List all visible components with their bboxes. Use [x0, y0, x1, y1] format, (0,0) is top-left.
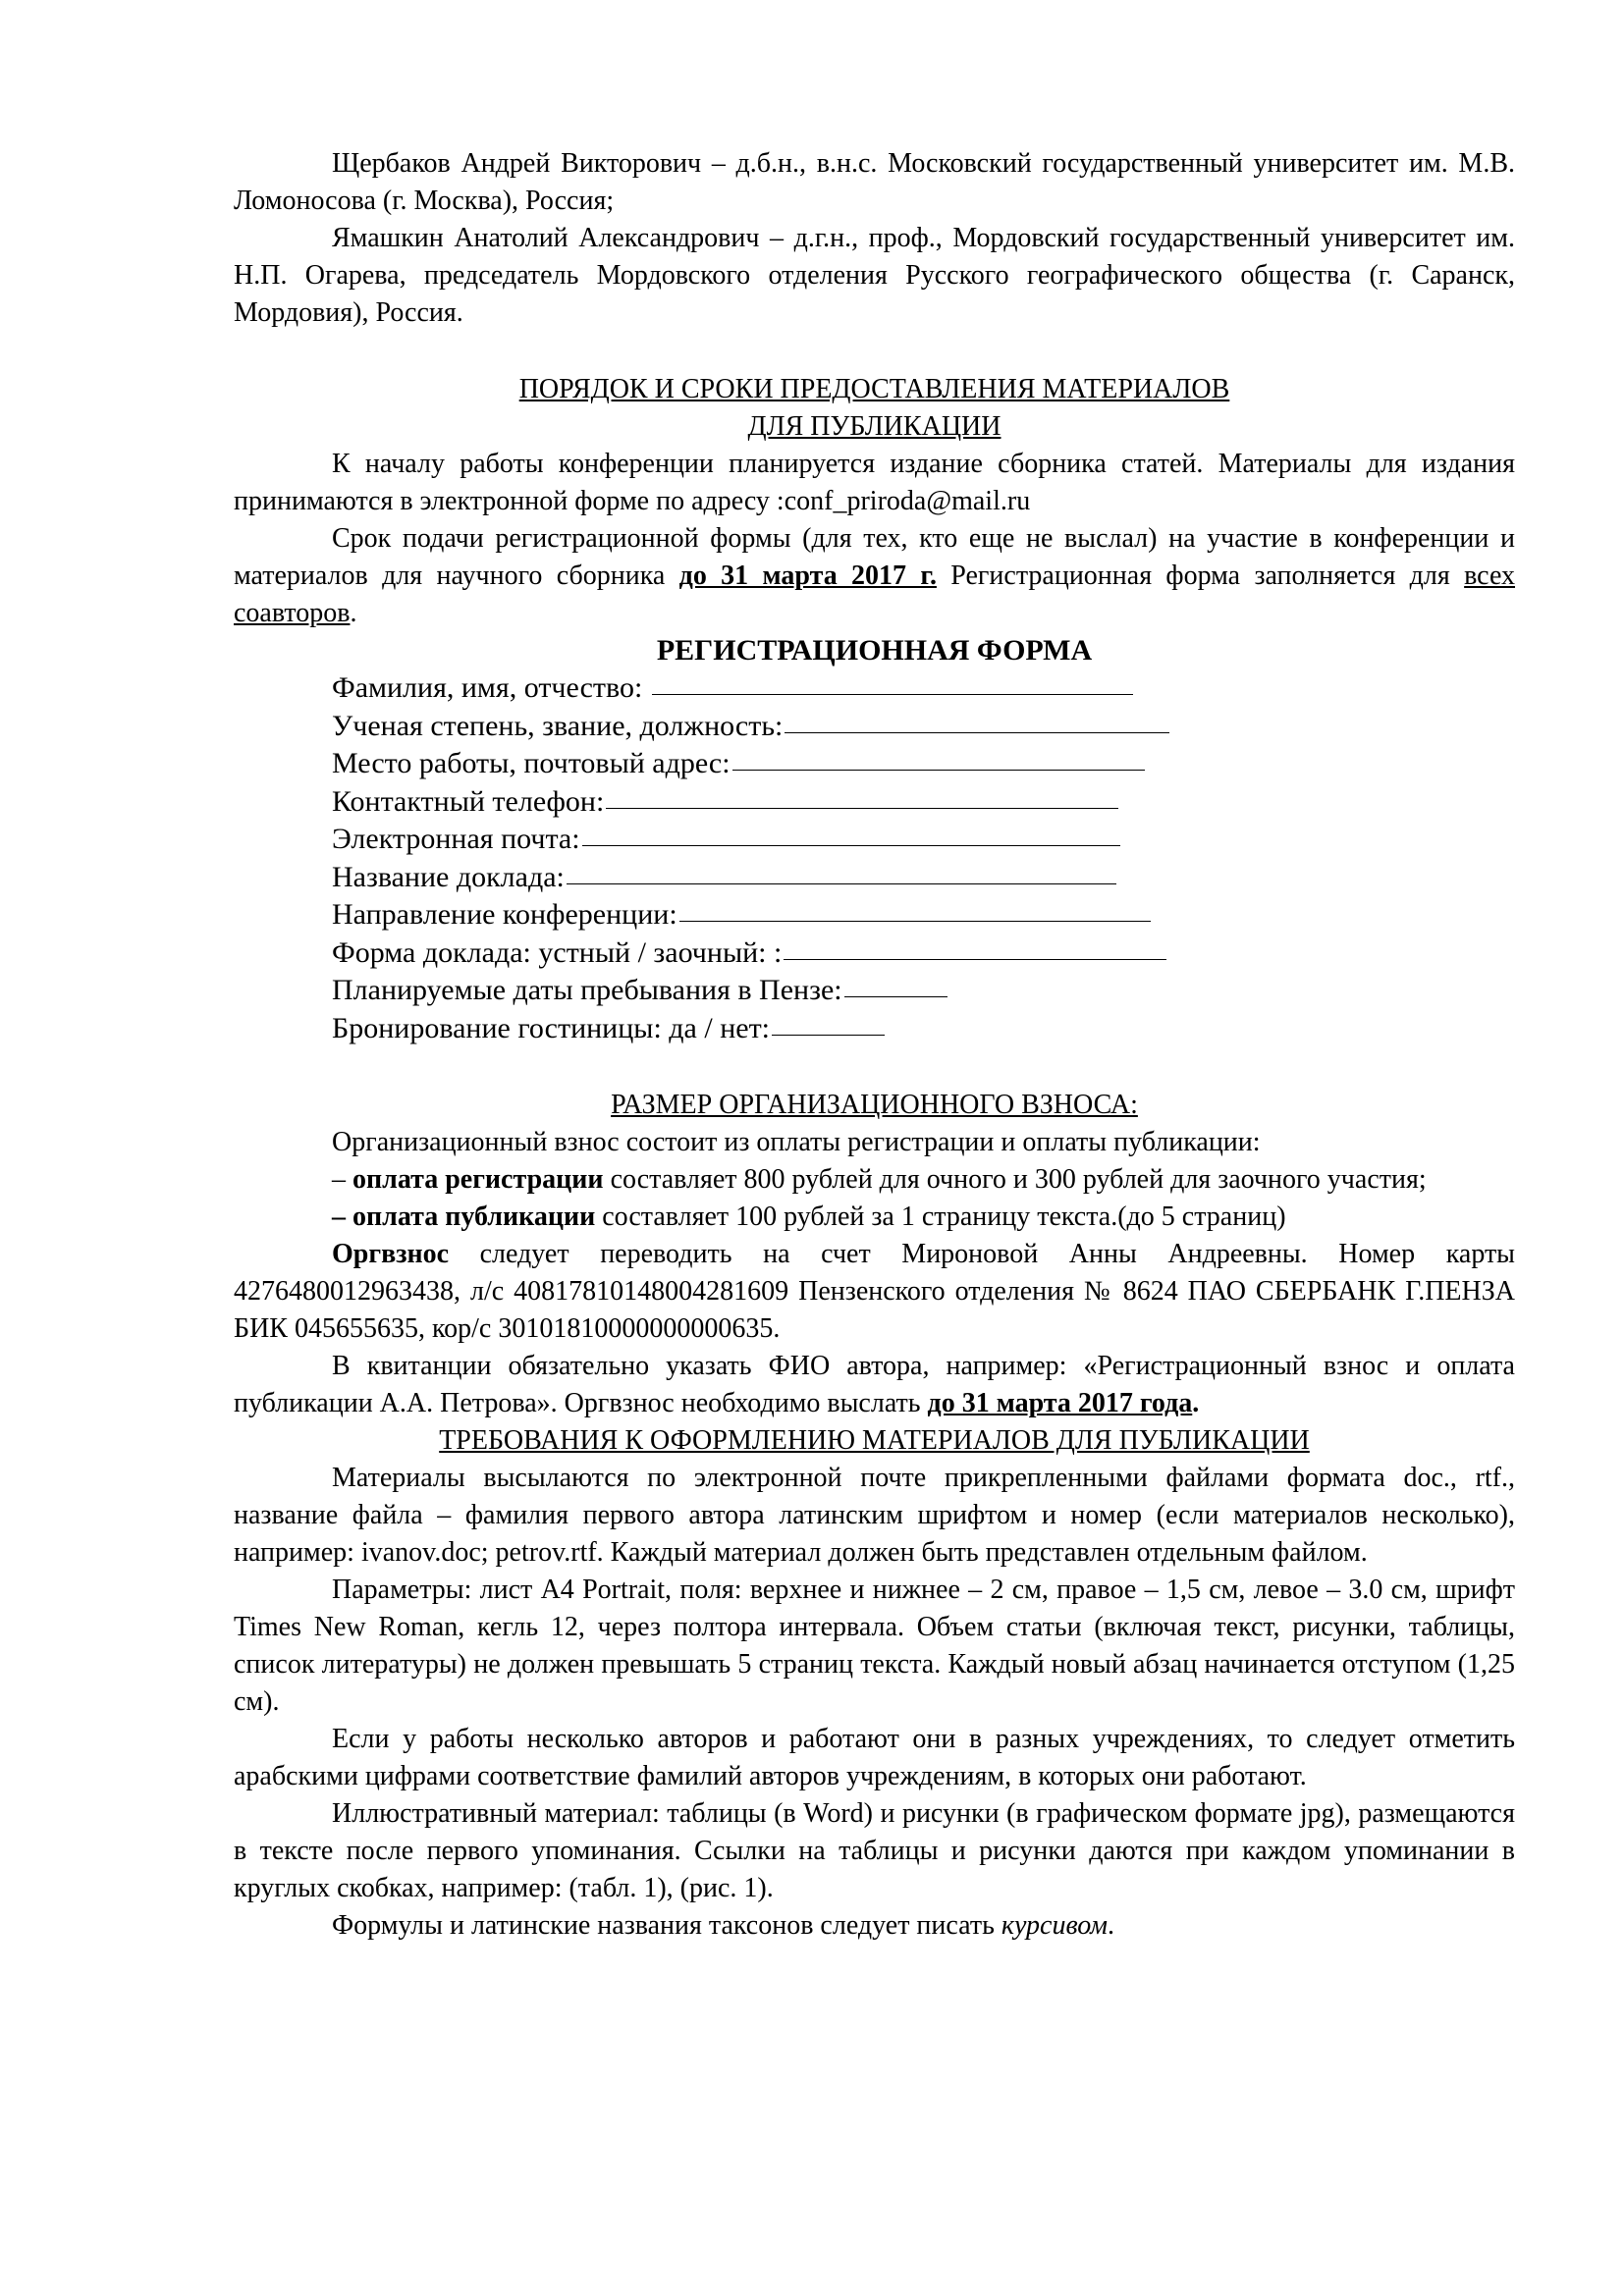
submission-p2-mid: Регистрационная форма заполняется для: [936, 561, 1465, 591]
form-field-blank: [582, 845, 1120, 846]
submission-p2-start: Срок подачи регистрационной формы (для тех, кто еще не выслал) на участие в конференции и материалов для научного сборника: [234, 523, 1515, 591]
requirements-italic-word: курсивом: [1001, 1910, 1109, 1941]
form-field-workplace: [332, 745, 1515, 783]
form-field-label: Название доклада:: [332, 860, 565, 893]
requirements-heading: ТРЕБОВАНИЯ К ОФОРМЛЕНИЮ МАТЕРИАЛОВ ДЛЯ ПУБЛИКАЦИИ: [439, 1425, 1310, 1456]
form-field-label: Контактный телефон:: [332, 784, 605, 818]
form-field-stay-dates: [332, 972, 1515, 1010]
form-field-label: Фамилия, имя, отчество:: [332, 671, 650, 704]
submission-p2-end: .: [350, 598, 357, 628]
form-field-blank: [652, 694, 1133, 695]
fee-intro: Организационный взнос состоит из оплаты регистрации и оплаты публикации:: [332, 1127, 1261, 1157]
form-field-label: Электронная почта:: [332, 823, 580, 855]
form-field-blank: [679, 921, 1151, 922]
form-field-report-title: [332, 859, 1515, 897]
form-field-label: Бронирование гостиницы: да / нет:: [332, 1011, 771, 1044]
requirements-file-format: Материалы высылаются по электронной почте прикрепленными файлами формата doc., rtf., название файла – фамилия первого автора латинским шрифтом и номер (если материалов несколько), например: ivanov.doc; petrov.rtf. Каждый материал должен быть представлен отдельным файлом.: [234, 1463, 1515, 1568]
form-field-label: Ученая степень, звание, должность:: [332, 709, 784, 742]
fee-reg-dash: –: [332, 1164, 352, 1195]
requirements-formulas-end: .: [1108, 1910, 1115, 1941]
requirements-illustrations: Иллюстративный материал: таблицы (в Word) и рисунки (в графическом формате jpg), размещаются в тексте после первого упоминания. Ссылки на таблицы и рисунки даются при каждом упоминании в круглых скобках, например: (табл. 1), (рис. 1).: [234, 1798, 1515, 1903]
form-field-phone: [332, 783, 1515, 822]
submission-paragraph-1: К началу работы конференции планируется издание сборника статей. Материалы для издания принимаются в электронной форме по адресу :conf_priroda@mail.ru: [234, 449, 1515, 516]
fee-registration: [234, 1161, 1515, 1199]
fee-reg-text: составляет 800 рублей для очного и 300 рублей для заочного участия;: [603, 1164, 1427, 1195]
form-field-blank: [567, 883, 1116, 884]
registration-form-title: РЕГИСТРАЦИОННАЯ ФОРМА: [656, 634, 1093, 667]
form-field-blank: [772, 1035, 885, 1036]
document-page: [234, 145, 1515, 1945]
requirements-formulas: [234, 1907, 1515, 1945]
fee-pub-label: – оплата публикации: [332, 1201, 596, 1232]
fee-heading: РАЗМЕР ОРГАНИЗАЦИОННОГО ВЗНОСА:: [611, 1090, 1138, 1120]
fee-receipt-note: [234, 1348, 1515, 1422]
fee-transfer-text: следует переводить на счет Мироновой Анны Андреевны. Номер карты 4276480012963438, л/с 40817810148004281609 Пензенского отделения № 8624 ПАО СБЕРБАНК Г.ПЕНЗА БИК 045655635, кор/с 30101810000000000635.: [234, 1239, 1515, 1344]
form-field-label: Планируемые даты пребывания в Пензе:: [332, 974, 842, 1006]
form-field-label: Место работы, почтовый адрес:: [332, 747, 731, 779]
submission-deadline: до 31 марта 2017 г.: [678, 561, 937, 591]
fee-receipt-text: В квитанции обязательно указать ФИО автора, например: «Регистрационный взнос и оплата публикации А.А. Петрова». Оргвзнос необходимо выслать: [234, 1351, 1515, 1418]
submission-paragraph-2: [234, 520, 1515, 632]
form-field-blank: [606, 808, 1118, 809]
committee-member-scherbakov: Щербаков Андрей Викторович – д.б.н., в.н.с. Московский государственный университет им. М.В. Ломоносова (г. Москва), Россия;: [234, 148, 1515, 216]
form-field-report-format: [332, 934, 1515, 973]
committee-member-yamashkin: Ямашкин Анатолий Александрович – д.г.н., проф., Мордовский государственный университет им. Н.П. Огарева, председатель Мордовского отделения Русского географического общества (г. Саранск, Мордовия), Россия.: [234, 223, 1515, 328]
requirements-formulas-text: Формулы и латинские названия таксонов следует писать: [332, 1910, 1001, 1941]
fee-transfer-label: Оргвзнос: [332, 1239, 449, 1269]
form-field-label: Направление конференции:: [332, 898, 677, 931]
submission-heading-line2: ДЛЯ ПУБЛИКАЦИИ: [747, 411, 1001, 442]
submission-all-coauthors: всех соавторов: [234, 561, 1516, 628]
requirements-multiple-authors: Если у работы несколько авторов и работают они в разных учреждениях, то следует отметить арабскими цифрами соответствие фамилий авторов учреждениям, в которых они работают.: [234, 1724, 1515, 1791]
form-field-hotel: [332, 1010, 1515, 1048]
form-field-full-name: [332, 669, 1515, 708]
form-field-label: Форма доклада: устный / заочный: :: [332, 935, 783, 969]
form-field-blank: [844, 996, 947, 997]
fee-transfer-details: [234, 1236, 1515, 1348]
form-field-blank: [784, 959, 1166, 960]
form-field-email: [332, 821, 1515, 859]
form-field-conference-track: [332, 896, 1515, 934]
form-field-blank: [732, 770, 1145, 771]
fee-pub-text: составляет 100 рублей за 1 страницу текста.(до 5 страниц): [595, 1201, 1286, 1232]
submission-heading-line1: ПОРЯДОК И СРОКИ ПРЕДОСТАВЛЕНИЯ МАТЕРИАЛОВ: [518, 374, 1230, 404]
form-field-degree: [332, 708, 1515, 746]
fee-reg-label: оплата регистрации: [352, 1164, 604, 1195]
fee-receipt-end: .: [1192, 1388, 1200, 1418]
fee-publication: [234, 1199, 1515, 1236]
fee-deadline: до 31 марта 2017 года: [927, 1388, 1193, 1418]
requirements-page-parameters: Параметры: лист А4 Portrait, поля: верхнее и нижнее – 2 см, правое – 1,5 см, левое – 3.0 см, шрифт Times New Roman, кегль 12, через полтора интервала. Объем статьи (включая текст, рисунки, таблицы, список литературы) не должен превышать 5 страниц текста. Каждый новый абзац начинается отступом (1,25 см).: [234, 1575, 1515, 1717]
registration-form: [332, 669, 1515, 1047]
form-field-blank: [785, 732, 1169, 733]
